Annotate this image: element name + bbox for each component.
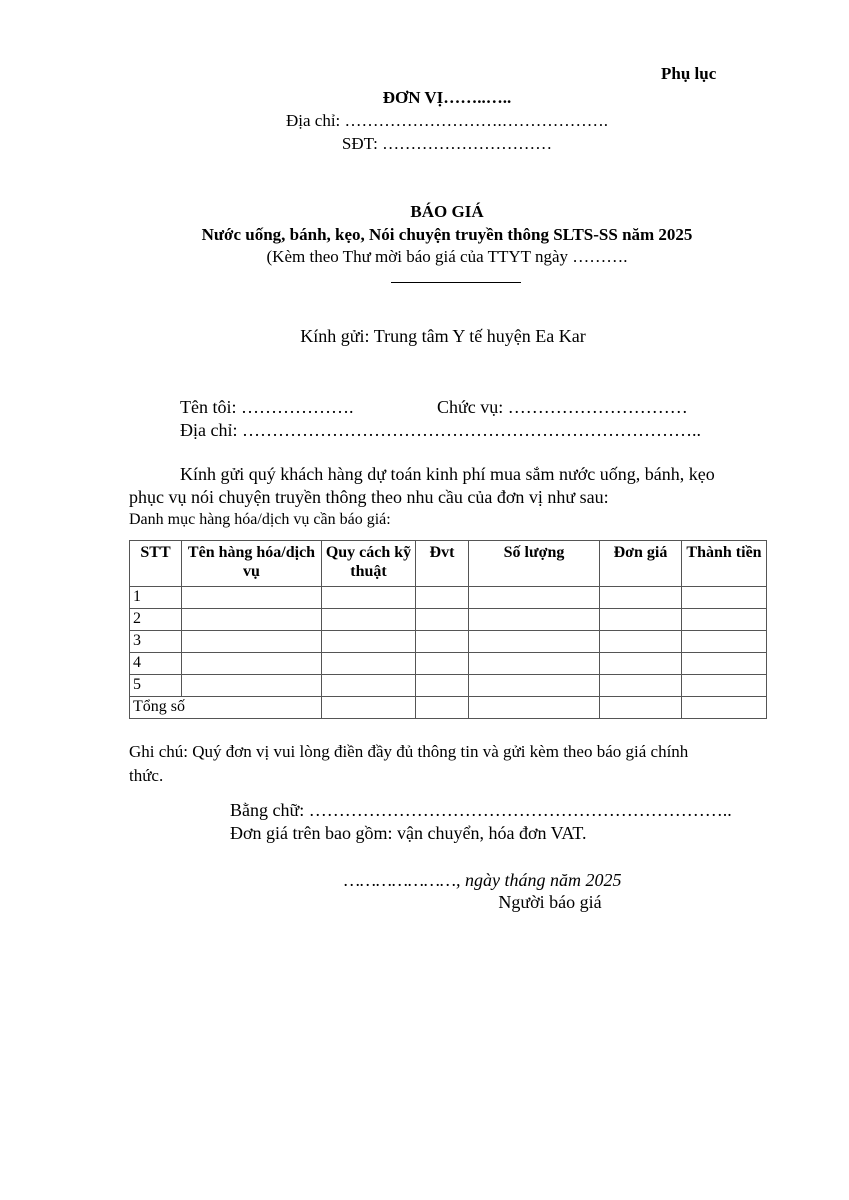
- cell-specification[interactable]: [322, 609, 416, 631]
- recipient: Kính gửi: Trung tâm Y tế huyện Ea Kar: [300, 326, 586, 346]
- unit-address: Địa chỉ: ……………………….……………….: [285, 111, 609, 130]
- appendix-label: Phụ lục: [661, 64, 717, 83]
- col-header-specification: Quy cách kỹ thuật: [322, 541, 416, 587]
- cell-unit[interactable]: [416, 675, 469, 697]
- price-includes: Đơn giá trên bao gồm: vận chuyển, hóa đơn VAT.: [230, 823, 587, 843]
- body-line-1: Kính gửi quý khách hàng dự toán kinh phí mua sắm nước uống, bánh, kẹo: [180, 464, 715, 484]
- cell-amount[interactable]: [682, 653, 767, 675]
- cell-unit-price[interactable]: [600, 631, 682, 653]
- cell-item-name[interactable]: [182, 653, 322, 675]
- cell-unit-price[interactable]: [600, 653, 682, 675]
- cell-specification[interactable]: [322, 653, 416, 675]
- cell-unit[interactable]: [416, 653, 469, 675]
- cell-unit-price[interactable]: [600, 609, 682, 631]
- cell-item-name[interactable]: [182, 675, 322, 697]
- cell-unit-price[interactable]: [600, 675, 682, 697]
- doc-reference-note: (Kèm theo Thư mời báo giá của TTYT ngày ……….: [266, 247, 628, 266]
- signer-label: Người báo giá: [498, 892, 602, 912]
- quote-table: [129, 540, 767, 719]
- cell-unit-price[interactable]: [600, 697, 682, 719]
- body-line-2: phục vụ nói chuyện truyền thông theo nhu cầu của đơn vị như sau:: [129, 487, 609, 507]
- row-stt: 4: [130, 653, 182, 675]
- cell-quantity[interactable]: [469, 697, 600, 719]
- row-stt: 5: [130, 675, 182, 697]
- col-header-item-name: Tên hàng hóa/dịch vụ: [182, 541, 322, 587]
- col-header-stt: STT: [130, 541, 182, 587]
- note-line-1: Ghi chú: Quý đơn vị vui lòng điền đầy đủ thông tin và gửi kèm theo báo giá chính: [129, 742, 689, 761]
- cell-quantity[interactable]: [469, 631, 600, 653]
- col-header-unit-price: Đơn giá: [600, 541, 682, 587]
- place-date: [344, 869, 622, 891]
- title-divider: [391, 282, 521, 283]
- table-row: [130, 631, 767, 653]
- list-intro: Danh mục hàng hóa/dịch vụ cần báo giá:: [129, 511, 391, 528]
- cell-amount[interactable]: [682, 587, 767, 609]
- cell-quantity[interactable]: [469, 587, 600, 609]
- cell-quantity[interactable]: [469, 675, 600, 697]
- row-stt: 3: [130, 631, 182, 653]
- cell-amount[interactable]: [682, 697, 767, 719]
- unit-name: ĐƠN VỊ……..…..: [382, 88, 512, 107]
- unit-phone: SĐT: …………………………: [341, 134, 553, 153]
- cell-quantity[interactable]: [469, 653, 600, 675]
- cell-unit[interactable]: [416, 609, 469, 631]
- table-header-row: [130, 541, 767, 587]
- amount-in-words: Bằng chữ: ……………………………………………………………..: [230, 800, 732, 820]
- cell-specification[interactable]: [322, 675, 416, 697]
- cell-amount[interactable]: [682, 631, 767, 653]
- cell-specification[interactable]: [322, 697, 416, 719]
- cell-specification[interactable]: [322, 587, 416, 609]
- note-line-2: thức.: [129, 766, 164, 785]
- table-row: [130, 675, 767, 697]
- col-header-unit: Đvt: [416, 541, 469, 587]
- sender-address: Địa chỉ: …………………………………………………………………..: [180, 420, 701, 440]
- doc-title: BÁO GIÁ: [410, 202, 484, 221]
- cell-unit[interactable]: [416, 631, 469, 653]
- cell-unit[interactable]: [416, 587, 469, 609]
- table-row: [130, 653, 767, 675]
- place-date-text: …………………, ngày tháng năm 2025: [344, 870, 622, 890]
- cell-amount[interactable]: [682, 675, 767, 697]
- cell-amount[interactable]: [682, 609, 767, 631]
- cell-item-name[interactable]: [182, 587, 322, 609]
- row-stt: 1: [130, 587, 182, 609]
- sender-position: Chức vụ: …………………………: [437, 397, 688, 417]
- col-header-amount: Thành tiền: [682, 541, 767, 587]
- cell-item-name[interactable]: [182, 609, 322, 631]
- table-total-row: [130, 697, 767, 719]
- cell-item-name[interactable]: [182, 631, 322, 653]
- cell-unit[interactable]: [416, 697, 469, 719]
- doc-subtitle: Nước uống, bánh, kẹo, Nói chuyện truyền thông SLTS-SS năm 2025: [201, 225, 693, 244]
- cell-quantity[interactable]: [469, 609, 600, 631]
- col-header-quantity: Số lượng: [469, 541, 600, 587]
- sender-name: Tên tôi: ……………….: [180, 397, 354, 417]
- row-stt: 2: [130, 609, 182, 631]
- cell-specification[interactable]: [322, 631, 416, 653]
- total-label: Tổng số: [130, 697, 322, 719]
- table-row: [130, 587, 767, 609]
- table-row: [130, 609, 767, 631]
- cell-unit-price[interactable]: [600, 587, 682, 609]
